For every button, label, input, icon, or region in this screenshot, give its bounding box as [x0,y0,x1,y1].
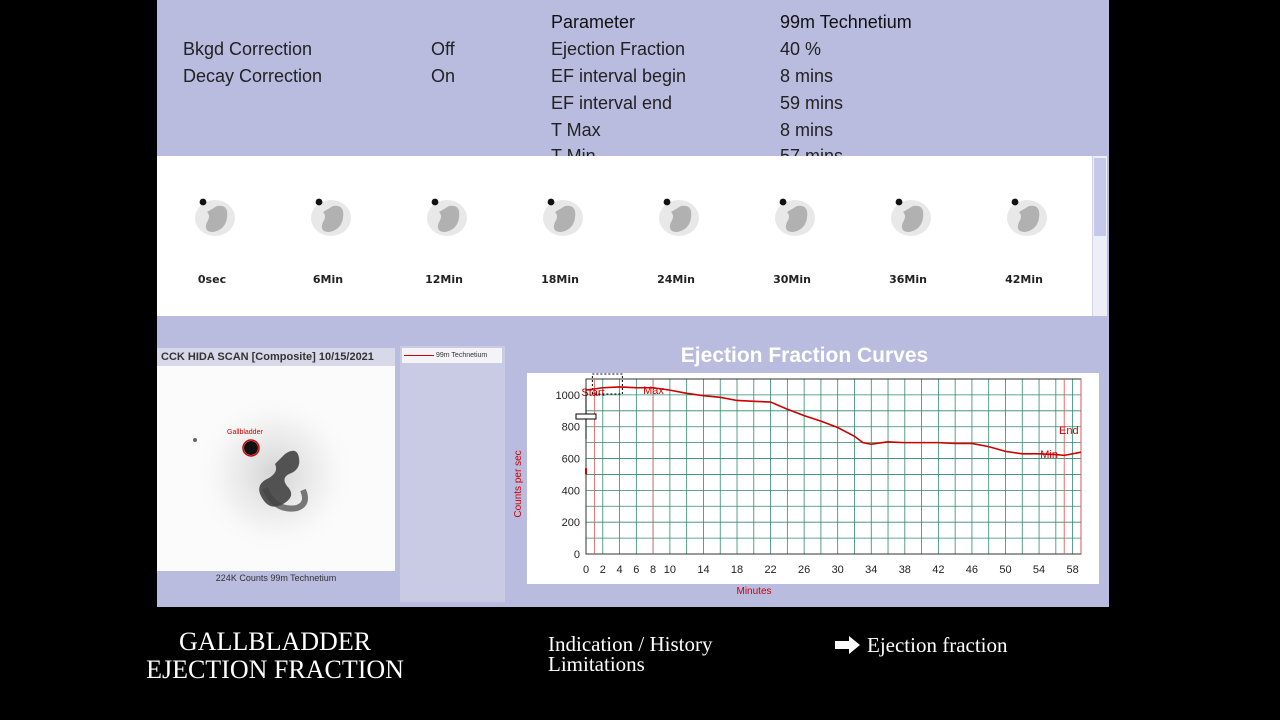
ef-report-window [157,0,1109,607]
composite-image[interactable] [157,366,395,571]
param-value-t-max: 8 mins [780,120,834,140]
thumbnail-frame[interactable] [177,182,247,252]
param-value-ef-end: 59 mins [780,93,844,113]
param-value-ef-begin: 8 mins [780,66,834,86]
param-label-t-max: T Max [551,120,601,140]
x-axis-label: Minutes [736,586,772,597]
x-tick-label: 42 [932,564,945,576]
x-tick-label: 54 [1032,564,1046,576]
thumbnail-label: 24Min [657,273,695,286]
y-tick-label: 800 [561,421,580,434]
parameter-header: Parameter [551,12,636,32]
x-tick-label: 8 [650,564,657,576]
x-tick-label: 50 [999,564,1012,576]
thumbnail-label: 12Min [425,273,463,286]
bkgd-correction-label: Bkgd Correction [183,39,313,59]
strip-scrollbar-thumb[interactable] [1094,158,1106,236]
x-tick-label: 14 [697,564,710,576]
thumbnail-frame[interactable] [641,182,711,252]
x-tick-label: 34 [865,564,878,576]
param-label-ejection-fraction: Ejection Fraction [551,39,686,59]
plot-frame [586,379,1081,554]
thumbnail-label: 0sec [197,273,227,286]
slide-title-line2: EJECTION FRACTION [146,655,404,684]
composite-caption: 224K Counts 99m Technetium [215,573,337,583]
marker-label-start: Start [581,387,605,399]
legend-entry[interactable] [402,348,502,363]
legend-label: 99m Technetium [436,352,488,359]
thumbnail-frame[interactable] [989,182,1059,252]
ef-curve-chart[interactable] [513,373,1099,597]
decay-correction-label: Decay Correction [183,66,323,86]
y-tick-label: 200 [561,517,580,530]
thumbnail-label: 36Min [889,273,927,286]
x-tick-label: 46 [965,564,979,576]
isotope-header: 99m Technetium [780,12,912,32]
slide-title [110,628,440,684]
x-tick-label: 0 [582,564,590,576]
current-topic [835,634,1008,656]
param-label-ef-end: EF interval end [551,93,673,113]
marker-label-min: Min [1040,449,1058,461]
chart-title: Ejection Fraction Curves [680,344,929,367]
thumbnail-label: 6Min [312,273,344,286]
thumbnail-frame[interactable] [757,182,827,252]
thumbnail-frame[interactable] [409,182,479,252]
y-tick-label: 400 [561,485,580,498]
composite-title: CCK HIDA SCAN [Composite] 10/15/2021 [157,348,395,366]
thumbnail-label: 42Min [1005,273,1043,286]
marker-label-max: Max [643,385,664,397]
legend-line-swatch [404,355,434,356]
bkgd-correction-value: Off [431,39,455,59]
decay-correction-value: On [431,66,456,86]
current-topic-label: Ejection fraction [867,633,1008,657]
x-tick-label: 6 [633,564,640,576]
drag-handle-icon [576,414,596,419]
thumbnail-frame[interactable] [293,182,363,252]
x-tick-label: 18 [730,564,744,576]
right-arrow-icon [835,635,861,655]
y-tick-label: 0 [573,549,580,561]
x-tick-label: 38 [898,564,911,576]
series-line [586,387,1081,455]
x-tick-label: 10 [663,564,677,576]
param-value-ejection-fraction: 40 % [780,39,822,59]
y-axis-label: Counts per sec [513,450,524,518]
roi-label: Gallbladder [227,429,263,436]
x-tick-label: 26 [798,564,811,576]
thumbnail-frame[interactable] [873,182,943,252]
legend-panel [400,346,505,602]
topic-limitations: Limitations [548,652,645,676]
marker-label-end: End [1059,425,1079,437]
x-tick-label: 22 [764,564,777,576]
x-tick-label: 58 [1066,564,1079,576]
strip-scrollbar[interactable] [1092,156,1107,316]
x-tick-label: 30 [831,564,844,576]
topic-indication: Indication / History [548,632,713,656]
param-label-ef-begin: EF interval begin [551,66,687,86]
y-tick-label: 1000 [555,389,580,402]
thumbnail-label: 30Min [773,273,811,286]
topic-list [548,634,712,674]
x-tick-label: 4 [616,564,623,576]
parameter-table [537,0,1097,156]
slide-title-line1: GALLBLADDER [178,627,372,656]
thumbnail-label: 18Min [541,273,579,286]
thumbnail-frame[interactable] [525,182,595,252]
thumbnail-strip [157,156,1092,316]
x-tick-label: 2 [599,564,606,576]
y-tick-label: 600 [561,453,580,466]
